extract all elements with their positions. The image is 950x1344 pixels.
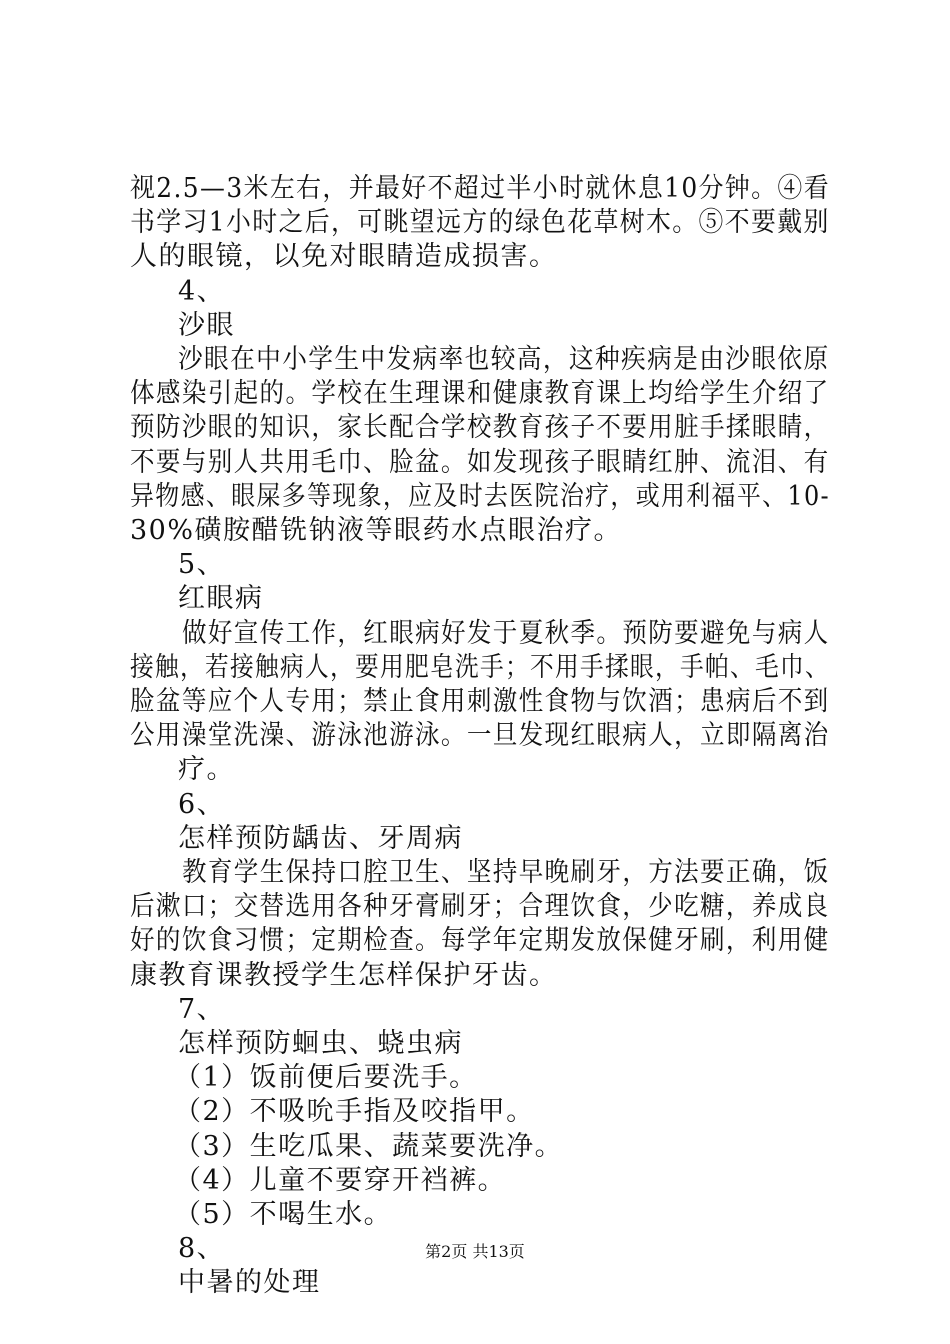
text-line-14: 做好宣传工作，红眼病好发于夏秋季。预防要避免与病人 (182, 617, 830, 649)
text-line-16: 脸盆等应个人专用；禁止食用刺激性食物与饮酒；患病后不到 (130, 686, 830, 717)
section-heading-pinkeye: 红眼病 (178, 583, 264, 615)
text-line-24: 康教育课教授学生怎样保护牙齿。 (130, 959, 558, 991)
text-line-2: 书学习1小时之后，可眺望远方的绿色花草树木。⑤不要戴别 (130, 207, 830, 239)
page-footer: 第2页 共13页 (425, 1242, 525, 1261)
text-line-3: 人的眼镜，以免对眼睛造成损害。 (130, 241, 558, 273)
section-heading-trachoma: 沙眼 (178, 309, 235, 341)
list-item-1: （1）饭前便后要洗手。 (174, 1062, 478, 1094)
text-line-6: 沙眼在中小学生中发病率也较高，这种疾病是由沙眼依原 (178, 344, 830, 375)
text-line-11: 30%磺胺醋铣钠液等眼药水点眼治疗。 (130, 515, 623, 546)
list-item-2: （2）不吸吮手指及咬指甲。 (174, 1096, 535, 1128)
section-heading-heatstroke: 中暑的处理 (178, 1267, 321, 1299)
section-number-5: 5、 (178, 549, 226, 581)
section-heading-worms: 怎样预防蛔虫、蛲虫病 (178, 1028, 463, 1059)
section-number-6: 6、 (178, 788, 226, 820)
text-line-1: 视2.5—3米左右，并最好不超过半小时就休息10分钟。④看 (130, 173, 831, 204)
section-number-7: 7、 (178, 993, 226, 1025)
text-line-7: 体感染引起的。学校在生理课和健康教育课上均给学生介绍了 (130, 378, 830, 410)
text-line-10: 异物感、眼屎多等现象，应及时去医院治疗，或用利福平、10- (130, 480, 830, 512)
text-line-9: 不要与别人共用毛巾、脸盆。如发现孩子眼睛红肿、流泪、有 (130, 446, 830, 478)
list-item-3: （3）生吃瓜果、蔬菜要洗净。 (174, 1130, 564, 1162)
list-item-5: （5）不喝生水。 (174, 1199, 393, 1230)
text-line-15: 接触，若接触病人，要用肥皂洗手；不用手揉眼，手帕、毛巾、 (130, 651, 831, 683)
section-number-4: 4、 (178, 275, 226, 307)
text-line-21: 教育学生保持口腔卫生、坚持早晚刷牙，方法要正确，饭 (182, 857, 830, 888)
text-line-8: 预防沙眼的知识，家长配合学校教育孩子不要用脏手揉眼睛， (130, 412, 830, 444)
section-number-8: 8、 (178, 1233, 226, 1265)
text-line-17: 公用澡堂洗澡、游泳池游泳。一旦发现红眼病人，立即隔离治 (130, 720, 830, 752)
list-item-4: （4）儿童不要穿开裆裤。 (174, 1164, 507, 1196)
text-line-18: 疗。 (178, 754, 235, 786)
text-line-22: 后漱口；交替选用各种牙膏刷牙；合理饮食，少吃糖，养成良 (130, 891, 830, 923)
section-heading-dental: 怎样预防龋齿、牙周病 (178, 822, 463, 854)
text-line-23: 好的饮食习惯；定期检查。每学年定期发放保健牙刷，利用健 (130, 925, 830, 957)
